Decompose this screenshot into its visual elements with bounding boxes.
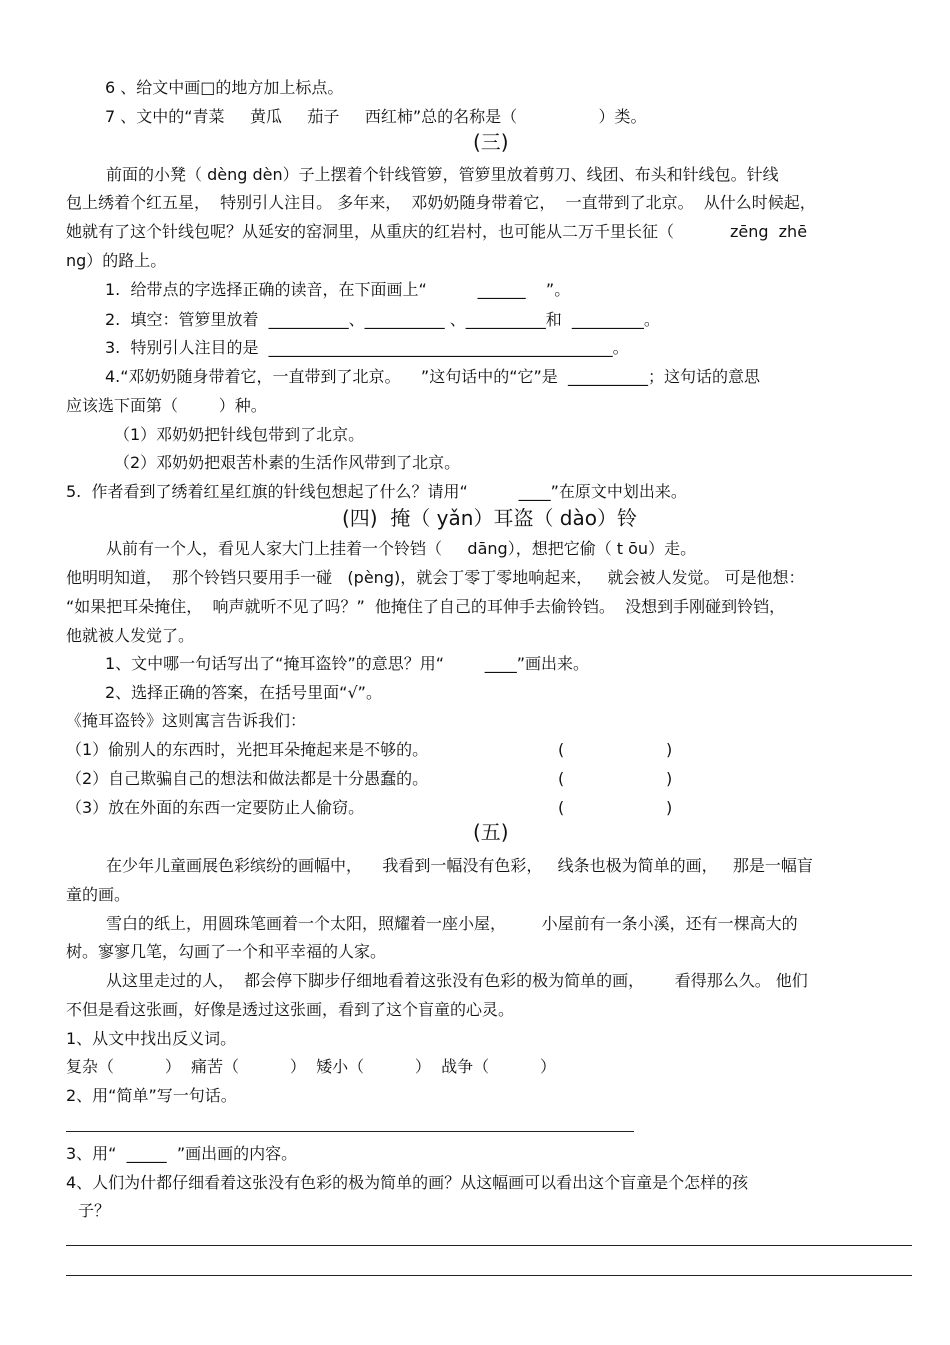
s5-paragraph-1-line-1: 在少年儿童画展色彩缤纷的画幅中， 我看到一幅没有色彩， 线条也极为简单的画， 那是一幅盲 (106, 856, 813, 875)
s5-paragraph-2-line-1: 雪白的纸上，用圆珠笔画着一个太阳，照耀着一座小屋， 小屋前有一条小溪，还有一棵高大的 (106, 914, 798, 933)
s4-paragraph-line-2: 他明明知道， 那个铃铛只要用手一碰 (pèng)，就会丁零丁零地响起来， 就会被人发觉。 可是他想： (66, 568, 805, 587)
s4-paragraph-line-4: 他就被人发觉了。 (66, 626, 195, 645)
s5-question-1: 1、从文中找出反义词。 (66, 1029, 237, 1048)
s3-question-2: 2. 填空：管箩里放着 __________、__________ 、__________和 _________。 (105, 310, 660, 329)
s5-question-4: 4、人们为什都仔细看着这张没有色彩的极为简单的画？从这幅画可以看出这个盲童是个怎样的孩 (66, 1173, 749, 1192)
s5-paragraph-3-line-1: 从这里走过的人， 都会停下脚步仔细地看着这张没有色彩的极为简单的画， 看得那么久。 他们 (106, 971, 808, 990)
s5-antonym-items[interactable]: 复杂（ ） 痛苦（ ） 矮小（ ） 战争（ ） (66, 1057, 556, 1076)
s4-paragraph-line-1: 从前有一个人，看见人家大门上挂着一个铃铛（ dāng），想把它偷（ t ōu）走。 (106, 539, 697, 558)
s4-question-1: 1、文中哪一句话写出了“掩耳盗铃”的意思？用“ ____”画出来。 (105, 654, 590, 673)
s5-q4-answer-line-2[interactable] (66, 1275, 912, 1276)
s3-q4-option-2: （2）邓奶奶把艰苦朴素的生活作风带到了北京。 (114, 453, 461, 472)
s3-question-3: 3. 特别引人注目的是 ___________________________________________。 (105, 338, 629, 357)
s5-paragraph-1-line-2: 童的画。 (66, 885, 131, 904)
section-5-heading: (五) (473, 820, 509, 844)
s3-q4-option-1: （1）邓奶奶把针线包带到了北京。 (114, 425, 365, 444)
s4-option-3-answer-box[interactable]: ( ) (558, 798, 673, 817)
section-4-heading: (四) 掩（ yǎn）耳盗（ dào）铃 (342, 506, 637, 530)
s4-question-2-lead: 《掩耳盗铃》这则寓言告诉我们： (66, 711, 307, 730)
s3-question-1: 1. 给带点的字选择正确的读音，在下面画上“ ______ ”。 (105, 280, 571, 299)
s5-q2-answer-line[interactable] (66, 1131, 634, 1132)
s3-question-4: 4.“邓奶奶随身带着它，一直带到了北京。 ”这句话中的“它”是 __________；这句话的意思 (105, 367, 760, 386)
question-7: 7 、文中的“青菜 黄瓜 茄子 西红柿”总的名称是（ ）类。 (105, 107, 647, 126)
s4-question-2: 2、选择正确的答案，在括号里面“√”。 (105, 683, 382, 702)
s5-question-3: 3、用“ _____ ”画出画的内容。 (66, 1144, 298, 1163)
s5-paragraph-3-line-2: 不但是看这张画，好像是透过这张画，看到了这个盲童的心灵。 (66, 1000, 515, 1019)
s3-paragraph-line-1: 前面的小凳（ dèng dèn）子上摆着个针线管箩，管箩里放着剪刀、线团、布头和针线包。针线 (106, 165, 779, 184)
s4-paragraph-line-3: “如果把耳朵掩住， 响声就听不见了吗？” 他掩住了自己的耳伸手去偷铃铛。 没想到手刚碰到铃铛， (66, 597, 786, 616)
s5-question-4-cont: 子？ (78, 1201, 111, 1220)
s3-question-4-cont: 应该选下面第（ ）种。 (66, 396, 267, 415)
s5-question-2: 2、用“简单”写一句话。 (66, 1086, 237, 1105)
s4-option-1: （1）偷别人的东西时，光把耳朵掩起来是不够的。 (66, 740, 429, 759)
s3-paragraph-line-3: 她就有了这个针线包呢？从延安的窑洞里，从重庆的红岩村，也可能从二万千里长征（ zēng zhē (66, 222, 808, 241)
s3-question-5: 5. 作者看到了绣着红星红旗的针线包想起了什么？请用“ ____”在原文中划出来。 (66, 482, 687, 501)
s4-option-2-answer-box[interactable]: ( ) (558, 769, 673, 788)
question-6: 6 、给文中画□的地方加上标点。 (105, 78, 344, 97)
s3-paragraph-line-2: 包上绣着个红五星， 特别引人注目。 多年来， 邓奶奶随身带着它， 一直带到了北京。 从什么时候起， (66, 193, 816, 212)
s4-option-1-answer-box[interactable]: ( ) (558, 740, 673, 759)
s4-option-2: （2）自己欺骗自己的想法和做法都是十分愚蠢的。 (66, 769, 429, 788)
s5-paragraph-2-line-2: 树。寥寥几笔，勾画了一个和平幸福的人家。 (66, 942, 387, 961)
s5-q4-answer-line-1[interactable] (66, 1245, 912, 1246)
s4-option-3: （3）放在外面的东西一定要防止人偷窃。 (66, 798, 365, 817)
s3-paragraph-line-4: ng）的路上。 (66, 251, 167, 270)
section-3-heading: (三) (473, 130, 509, 154)
